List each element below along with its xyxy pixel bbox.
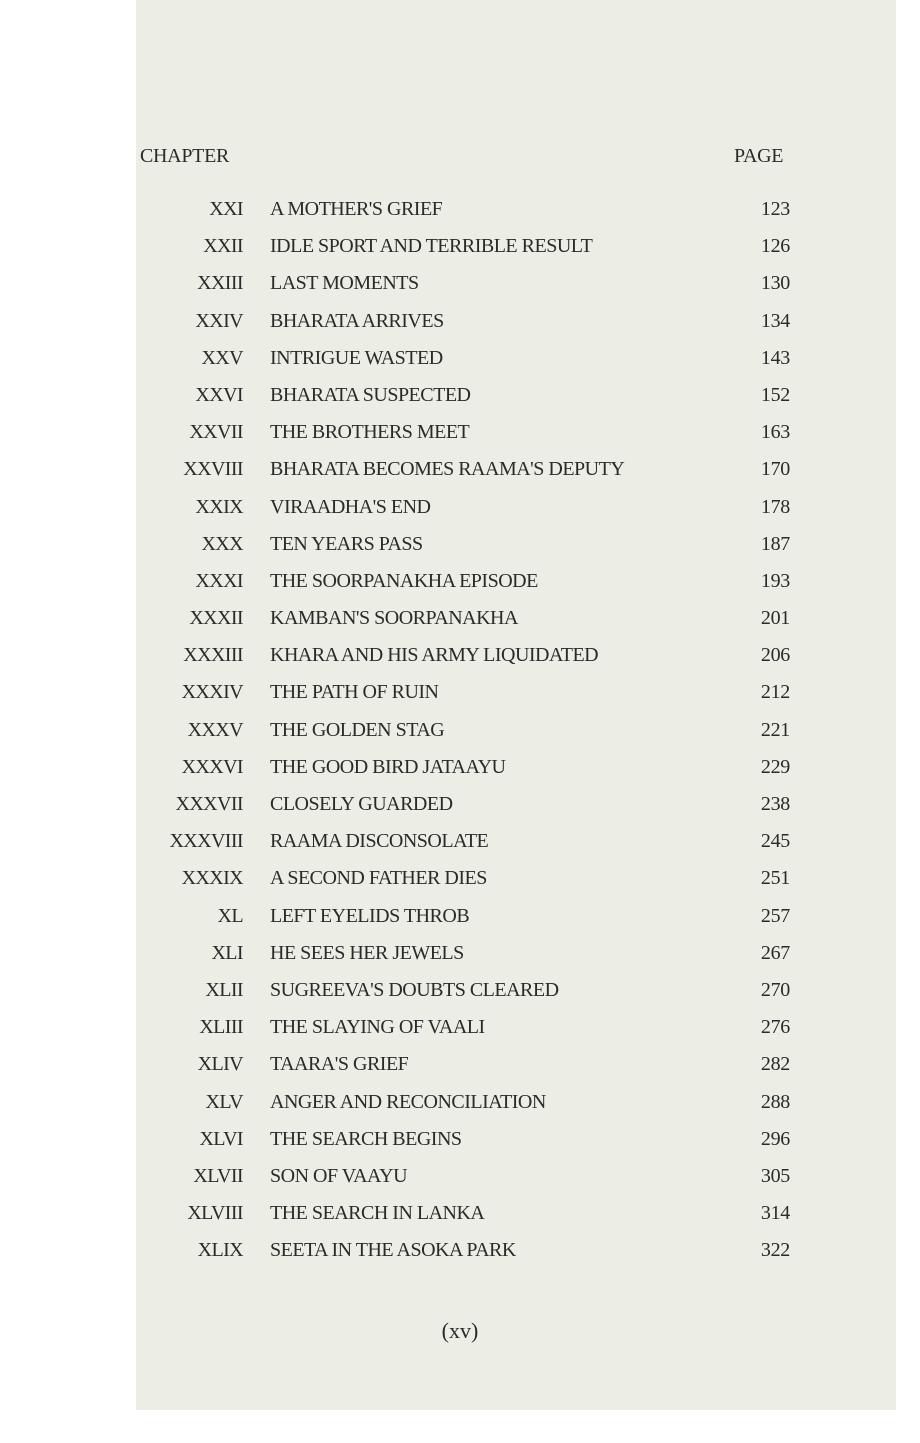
toc-row — [0, 1091, 920, 1128]
chapter-title: INTRIGUE WASTED — [270, 346, 443, 369]
page-number: 288 — [760, 1090, 790, 1113]
chapter-number: XLIV — [197, 1053, 243, 1076]
toc-row — [0, 719, 920, 756]
chapter-title: RAAMA DISCONSOLATE — [270, 830, 489, 853]
chapter-title: TEN YEARS PASS — [270, 532, 423, 555]
chapter-title: THE GOOD BIRD JATAAYU — [270, 755, 506, 778]
toc-row — [0, 496, 920, 533]
chapter-number: XXII — [203, 235, 243, 258]
page-number: 314 — [760, 1202, 790, 1225]
chapter-number: XXXIX — [181, 867, 243, 890]
toc-row — [0, 458, 920, 495]
chapter-number: XXXII — [189, 607, 243, 630]
toc-row — [0, 421, 920, 458]
toc-row — [0, 1165, 920, 1202]
page-number: 267 — [760, 941, 790, 964]
page-number: 282 — [760, 1053, 790, 1076]
page-number: 187 — [760, 532, 790, 555]
page-number: 178 — [760, 495, 790, 518]
chapter-title: IDLE SPORT AND TERRIBLE RESULT — [270, 235, 593, 258]
chapter-title: BHARATA ARRIVES — [270, 309, 444, 332]
chapter-title: CLOSELY GUARDED — [270, 793, 453, 815]
page-number: 305 — [760, 1164, 790, 1187]
chapter-title: BHARATA BECOMES RAAMA'S DEPUTY — [270, 458, 625, 481]
page-number: 123 — [760, 198, 790, 220]
chapter-number: XL — [217, 904, 243, 927]
toc-row — [0, 756, 920, 793]
chapter-number: XXI — [209, 198, 243, 220]
page-number: 134 — [760, 309, 790, 332]
toc-row — [0, 979, 920, 1016]
chapter-title: LEFT EYELIDS THROB — [270, 904, 470, 927]
toc-row — [0, 644, 920, 681]
chapter-number: XLV — [205, 1090, 243, 1113]
chapter-title: ANGER AND RECONCILIATION — [270, 1090, 546, 1113]
chapter-number: XXVI — [195, 383, 243, 406]
chapter-number: XXXI — [195, 569, 243, 592]
chapter-number: XLIX — [197, 1239, 243, 1262]
chapter-number: XXXIII — [183, 644, 243, 667]
chapter-number: XLI — [211, 941, 243, 964]
toc-row — [0, 235, 920, 272]
toc-row — [0, 384, 920, 421]
chapter-number: XXXIV — [181, 681, 243, 704]
toc-row — [0, 1128, 920, 1165]
chapter-number: XLVI — [199, 1127, 243, 1150]
chapter-number: XXIV — [195, 309, 243, 332]
chapter-number: XXXVIII — [169, 830, 243, 853]
chapter-number: XXXV — [187, 718, 243, 741]
chapter-number: XLVII — [193, 1164, 243, 1187]
page-number: 130 — [760, 272, 790, 295]
toc-row — [0, 1202, 920, 1239]
toc-row — [0, 867, 920, 904]
chapter-title: THE BROTHERS MEET — [270, 421, 470, 444]
page-number: 257 — [760, 904, 790, 927]
page-number: 206 — [760, 644, 790, 667]
chapter-title: SUGREEVA'S DOUBTS CLEARED — [270, 978, 559, 1001]
chapter-title: KHARA AND HIS ARMY LIQUIDATED — [270, 644, 599, 667]
chapter-number: XXXVII — [175, 793, 243, 815]
toc-row — [0, 830, 920, 867]
toc-row — [0, 1239, 920, 1276]
chapter-title: THE SEARCH BEGINS — [270, 1127, 462, 1150]
toc-row — [0, 905, 920, 942]
page-number: 170 — [760, 458, 790, 481]
page-number: 221 — [760, 718, 790, 741]
toc-row — [0, 533, 920, 570]
chapter-title: VIRAADHA'S END — [270, 495, 431, 518]
chapter-number: XXV — [201, 346, 243, 369]
page-column-header: PAGE — [734, 145, 784, 167]
chapter-title: LAST MOMENTS — [270, 272, 419, 295]
page-number: 270 — [760, 978, 790, 1001]
chapter-number: XXIII — [197, 272, 243, 295]
chapter-title: A MOTHER'S GRIEF — [270, 198, 443, 220]
page-folio: (xv) — [441, 1318, 479, 1343]
toc-row — [0, 272, 920, 309]
toc-row — [0, 942, 920, 979]
page-number: 276 — [760, 1016, 790, 1039]
page-number: 193 — [760, 569, 790, 592]
toc-row — [0, 607, 920, 644]
chapter-title: THE SOORPANAKHA EPISODE — [270, 569, 538, 592]
chapter-number: XXX — [201, 532, 243, 555]
chapter-title: HE SEES HER JEWELS — [270, 941, 464, 964]
chapter-number: XXVIII — [183, 458, 243, 481]
page-number: 212 — [760, 681, 790, 704]
chapter-title: A SECOND FATHER DIES — [270, 867, 487, 890]
toc-row — [0, 681, 920, 718]
chapter-title: SEETA IN THE ASOKA PARK — [270, 1239, 516, 1262]
chapter-number: XXIX — [195, 495, 243, 518]
page-number: 152 — [760, 383, 790, 406]
chapter-title: THE GOLDEN STAG — [270, 718, 445, 741]
chapter-title: THE PATH OF RUIN — [270, 681, 439, 704]
chapter-title: THE SEARCH IN LANKA — [270, 1202, 485, 1225]
page-number: 143 — [760, 346, 790, 369]
page-number: 245 — [760, 830, 790, 853]
chapter-title: BHARATA SUSPECTED — [270, 383, 471, 406]
table-of-contents — [0, 198, 920, 1276]
toc-row — [0, 793, 920, 830]
page-number: 296 — [760, 1127, 790, 1150]
toc-row — [0, 570, 920, 607]
page-number: 201 — [760, 607, 790, 630]
chapter-number: XXXVI — [181, 755, 243, 778]
page-number: 163 — [760, 421, 790, 444]
page-number: 229 — [760, 755, 790, 778]
toc-row — [0, 310, 920, 347]
toc-row — [0, 347, 920, 384]
toc-row — [0, 198, 920, 235]
page-number: 238 — [760, 793, 790, 815]
chapter-title: THE SLAYING OF VAALI — [270, 1016, 485, 1039]
chapter-title: SON OF VAAYU — [270, 1164, 408, 1187]
chapter-number: XXVII — [189, 421, 243, 444]
toc-row — [0, 1016, 920, 1053]
chapter-number: XLII — [205, 978, 243, 1001]
page-number: 251 — [760, 867, 790, 890]
chapter-number: XLIII — [199, 1016, 243, 1039]
toc-row — [0, 1053, 920, 1090]
page-number: 126 — [760, 235, 790, 258]
chapter-title: KAMBAN'S SOORPANAKHA — [270, 607, 518, 630]
chapter-title: TAARA'S GRIEF — [270, 1053, 409, 1076]
chapter-number: XLVIII — [187, 1202, 243, 1225]
page-number: 322 — [760, 1239, 790, 1262]
chapter-column-header: CHAPTER — [140, 145, 230, 167]
